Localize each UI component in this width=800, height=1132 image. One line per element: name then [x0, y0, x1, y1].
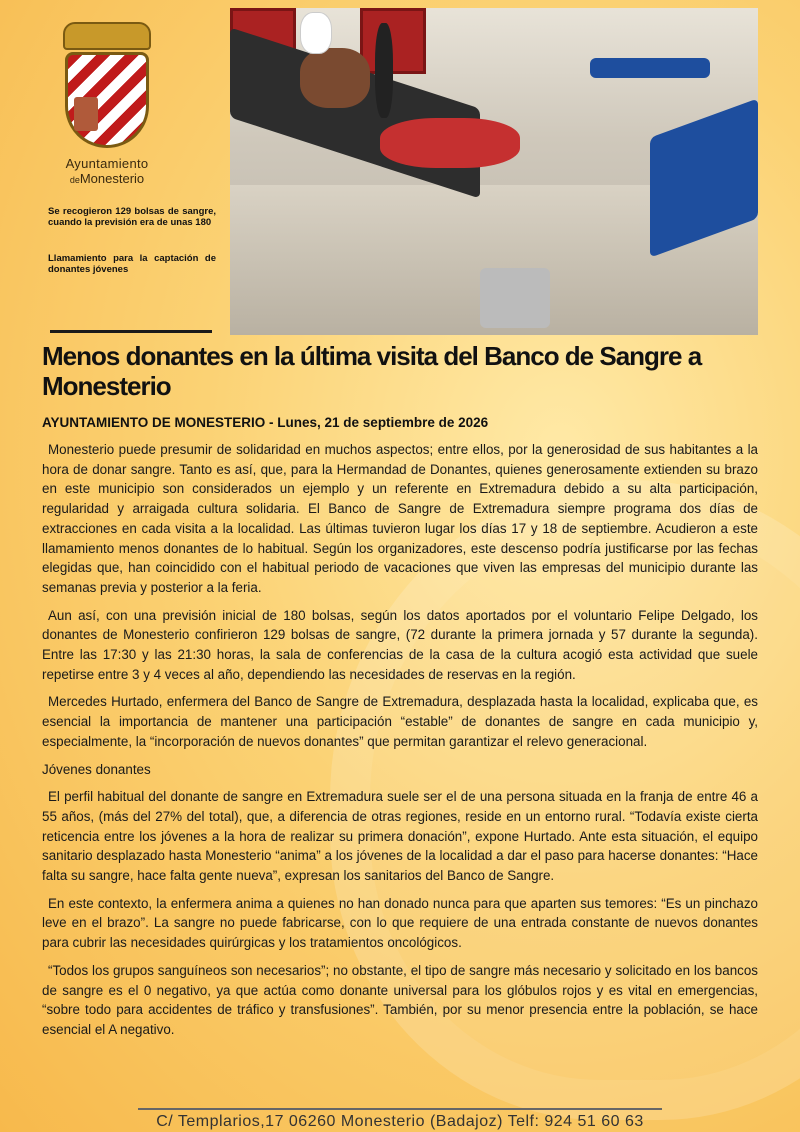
- crown-icon: [63, 22, 151, 50]
- logo-line-1: Ayuntamiento: [65, 156, 149, 171]
- paragraph: “Todos los grupos sanguíneos son necesarios”; no obstante, el tipo de sangre más necesario y solicitado en los bancos de sangre es el 0 negativo, ya que actúa como donante universal para los glóbulos rojos y es vital en emergencias, “sobre todo para accidentes de tráfico y transfusiones”. También, por su menor presencia entre la población, se hace esencial el A negativo.: [42, 962, 758, 1037]
- logo-line-2-main: Monesterio: [79, 171, 145, 186]
- photo-window-center: [360, 8, 426, 74]
- section-heading: Jóvenes donantes: [42, 761, 151, 777]
- logo-line-2-prefix: de: [69, 175, 80, 185]
- municipal-logo: [52, 22, 162, 192]
- article-byline: AYUNTAMIENTO DE MONESTERIO - Lunes, 21 de septiembre de 2026: [42, 415, 489, 430]
- paragraph: Mercedes Hurtado, enfermera del Banco de Sangre de Extremadura, desplazada hasta la localidad, explicaba que, es esencial la importancia de mantener una participación “estable” de donantes de sangre en cada municipio y, especialmente, la “incorporación de nuevos donantes” que permitan garantizar el relevo generacional.: [42, 694, 758, 749]
- shield-icon: [65, 52, 149, 148]
- donor-shirt: [380, 118, 520, 168]
- photo-caption-2: Llamamiento para la captación de donantes jóvenes: [48, 253, 216, 275]
- nurse-figure: [300, 12, 332, 54]
- caption-divider: [50, 330, 212, 333]
- donation-chair-back: [590, 58, 710, 78]
- footer-divider: [138, 1108, 662, 1110]
- paragraph: Aun así, con una previsión inicial de 180 bolsas, según los datos aportados por el voluntario Felipe Delgado, los donantes de Monesterio confirieron 129 bolsas de sangre, (72 durante la primera jornada y 57 durante la segunda). Entre las 17:30 y las 21:30 horas, la sala de conferencias de la casa de la cultura acogió esta actividad que suele repetirse entre 3 y 4 veces al año, dependiendo las necesidades de reservas en la región.: [42, 607, 758, 682]
- article-title: Menos donantes en la última visita del Banco de Sangre a Monesterio: [42, 341, 702, 401]
- paragraph: Monesterio puede presumir de solidaridad en muchos aspectos; entre ellos, por la generosidad de sus habitantes a la hora de donar sangre. Tanto es así, que, para la Hermandad de Donantes, quienes generosamente extienden su brazo en este municipio son considerados un ejemplo y un referente en Extremadura debido a su alta participación, regularidad y arraigada cultura solidaria. El Banco de Sangre de Extremadura siempre programa dos días de extracciones en cada visita a la localidad. Las últimas tuvieron lugar los días 17 y 18 de septiembre. Acudieron a este llamamiento menos donantes de lo habitual. Según los organizadores, este descenso podría justificarse por las fechas elegidas que, han coincidido con el habitual periodo de vacaciones que viven las empresas del municipio durante las semanas previa y posterior a la feria.: [42, 442, 758, 595]
- paragraph: En este contexto, la enfermera anima a quienes no han donado nunca para que aparten sus temores: “Es un pinchazo leve en el brazo”. La sangre no puede fabricarse, con lo que requiere de una entrada constante de nuevos donantes para cubrir las necesidades quirúrgicas y los tratamientos oncológicos.: [42, 895, 758, 951]
- article-body: [42, 440, 758, 1048]
- donor-head: [300, 48, 370, 108]
- blood-donation-photo: [230, 8, 758, 335]
- blood-bag-scale: [480, 268, 550, 328]
- logo-line-2: [52, 171, 162, 186]
- photo-caption-1: Se recogieron 129 bolsas de sangre, cuando la previsión era de unas 180: [48, 206, 216, 228]
- paragraph: El perfil habitual del donante de sangre en Extremadura suele ser el de una persona situada en la franja de entre 46 a 55 años, (más del 27% del total), que, a diferencia de otras regiones, reside en un entorno rural. “Todavía existe cierta reticencia entre los jóvenes a la hora de realizar su primera donación”, expone Hurtado. Ante esta situación, el equipo sanitario desplazado hasta Monesterio “anima” a los jóvenes de la localidad a dar el paso para hacerse donantes: “Hace falta su sangre, hace falta gente nueva”, expresan los sanitarios del Banco de Sangre.: [42, 789, 758, 884]
- footer-address: C/ Templarios,17 06260 Monesterio (Badajoz) Telf: 924 51 60 63: [156, 1113, 644, 1130]
- staff-figure: [375, 23, 393, 118]
